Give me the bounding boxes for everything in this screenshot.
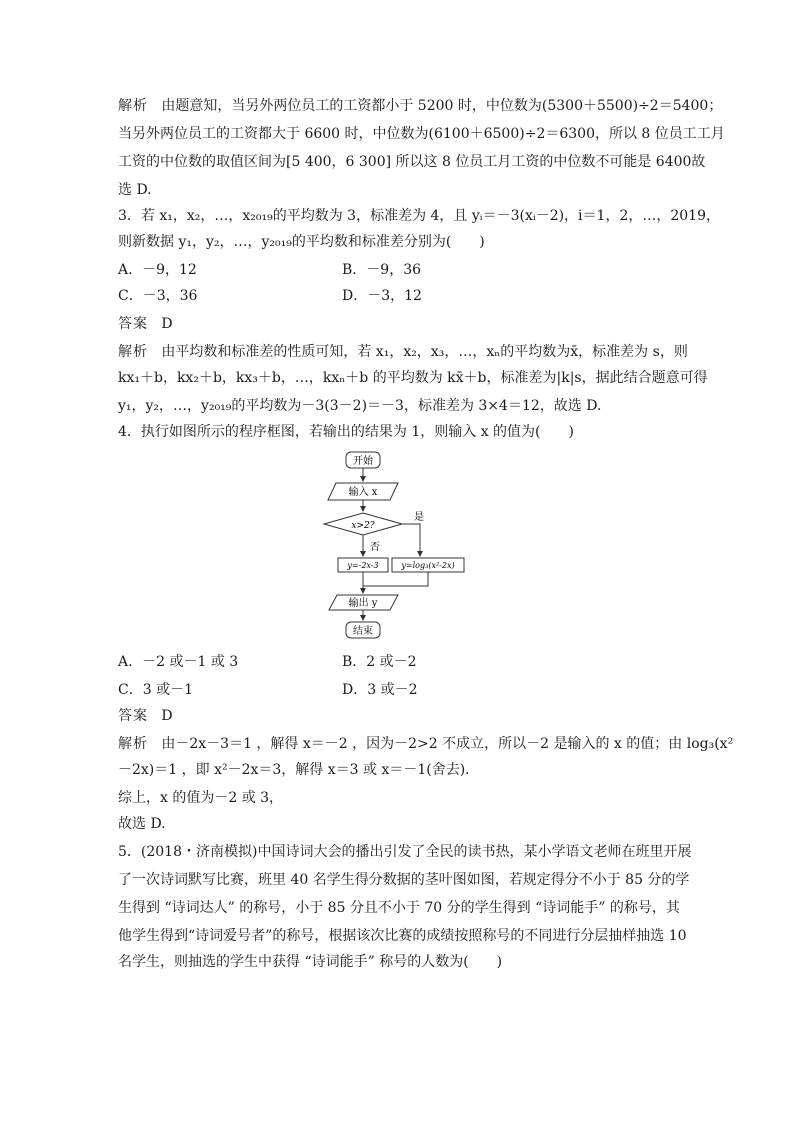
- q4-option-d: D．3 或－2: [342, 682, 418, 698]
- q4-summary: 综上，x 的值为－2 或 3，: [118, 790, 284, 806]
- q3-option-d: D．－3，12: [342, 288, 422, 304]
- q5-stem-line-2: 了一次诗词默写比赛，班里 40 名学生得分数据的茎叶图如图，若规定得分不小于 85 分的学: [118, 872, 690, 888]
- q3-analysis-line-3: y₁，y₂，…，y₂₀₁₉的平均数为－3(3－2)＝－3，标准差为 3×4＝12，故选 D.: [118, 398, 602, 414]
- q4-answer-value: D: [161, 708, 173, 724]
- q4-answer-line: [118, 706, 173, 726]
- q4-analysis-line-2: －2x)＝1 ，即 x²－2x＝3，解得 x＝3 或 x＝－1(舍去)．: [118, 762, 480, 778]
- q3-answer-value: D: [161, 316, 173, 332]
- q4-option-a: A．－2 或－1 或 3: [118, 654, 239, 670]
- flow-start-text: 开始: [353, 456, 373, 467]
- program-flowchart: [320, 448, 480, 644]
- q4-analysis-line-1: [118, 734, 733, 754]
- q4-analysis-text-1: 由－2x－3＝1 ，解得 x＝－2 ，因为－2>2 不成立，所以－2 是输入的 x 的值；由 log₃(x²: [161, 736, 734, 752]
- q3-analysis-text-1: 由平均数和标准差的性质可知，若 x₁，x₂，x₃，…，xₙ的平均数为x̄，标准差为 s，则: [161, 344, 688, 360]
- flow-left-process-text: y=-2x-3: [347, 561, 379, 570]
- q5-stem-line-3: 生得到 “诗词达人” 的称号，小于 85 分且不小于 70 分的学生得到 “诗词能手” 的称号，其: [118, 900, 680, 916]
- analysis-label: 解析: [118, 736, 148, 752]
- analysis-label: 解析: [118, 344, 148, 360]
- flow-yes-label: 是: [414, 512, 424, 523]
- q5-stem-line-4: 他学生得到“诗词爱号者”的称号，根据该次比赛的成绩按照称号的不同进行分层抽样抽选 10: [118, 928, 687, 944]
- q2-analysis-line-3: 工资的中位数的取值区间为[5 400，6 300] 所以这 8 位员工月工资的中位数不可能是 6400故: [118, 154, 706, 170]
- q3-option-a: A．－9，12: [118, 262, 197, 278]
- flow-end-text: 结束: [353, 626, 373, 637]
- q4-stem: 4．执行如图所示的程序框图，若输出的结果为 1，则输入 x 的值为( ): [118, 424, 574, 440]
- q3-answer-line: [118, 314, 173, 334]
- q3-option-c: C．－3，36: [118, 288, 198, 304]
- q4-option-c: C．3 或－1: [118, 682, 193, 698]
- q5-stem-line-5: 名学生，则抽选的学生中获得 “诗词能手” 称号的人数为( ): [118, 954, 503, 970]
- q3-stem-line-2: 则新数据 y₁，y₂，…，y₂₀₁₉的平均数和标准差分别为( ): [118, 234, 485, 250]
- flow-decision-text: x>2?: [351, 521, 375, 531]
- flow-no-label: 否: [370, 542, 380, 553]
- answer-label: 答案: [118, 316, 148, 332]
- q3-analysis-line-2: kx₁＋b，kx₂＋b，kx₃＋b，…，kxₙ＋b 的平均数为 kx̄＋b，标准差为|k|s，据此结合题意可得: [118, 370, 708, 386]
- q4-option-b: B．2 或－2: [342, 654, 417, 670]
- flow-output-text: 输出 y: [348, 598, 378, 609]
- q4-conclusion: 故选 D.: [118, 816, 166, 832]
- q2-analysis-text-1: 由题意知，当另外两位员工的工资都小于 5200 时，中位数为(5300＋5500)÷2＝5400；: [161, 98, 723, 114]
- q2-analysis-line-4: 选 D.: [118, 182, 152, 198]
- flow-right-process-text: y=log₃(x²-2x): [401, 561, 455, 570]
- q3-stem-line-1: 3．若 x₁，x₂，…，x₂₀₁₉的平均数为 3，标准差为 4，且 yᵢ＝－3(xᵢ－2)，i＝1，2，…，2019，: [118, 208, 720, 224]
- analysis-label: 解析: [118, 98, 148, 114]
- q3-analysis-line-1: [118, 342, 688, 362]
- q2-analysis-line-1: [118, 96, 722, 116]
- q2-analysis-line-2: 当另外两位员工的工资都大于 6600 时，中位数为(6100＋6500)÷2＝6300，所以 8 位员工工月: [118, 126, 725, 142]
- answer-label: 答案: [118, 708, 148, 724]
- q3-option-b: B．－9，36: [342, 262, 422, 278]
- flow-input-text: 输入 x: [348, 487, 378, 498]
- q5-stem-line-1: 5．(2018・济南模拟)中国诗词大会的播出引发了全民的读书热，某小学语文老师在班里开展: [118, 844, 692, 860]
